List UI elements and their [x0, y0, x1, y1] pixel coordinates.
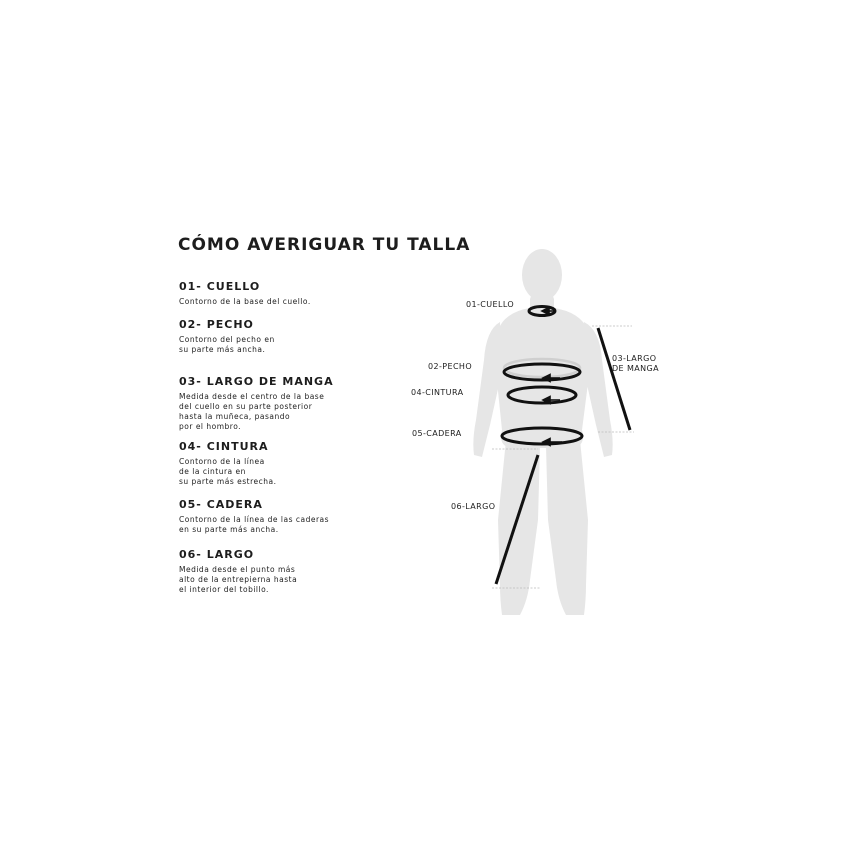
measure-description: Medida desde el centro de la base del cuello en su parte posterior hasta la muñeca, pasando por el hombro. [179, 392, 325, 431]
label-cadera: 05-CADERA [412, 429, 462, 438]
label-largo-manga-2: DE MANGA [612, 364, 659, 373]
measure-heading: 03- LARGO DE MANGA [179, 375, 334, 388]
label-cintura: 04-CINTURA [411, 388, 464, 397]
measure-description: Contorno de la línea de la cintura en su parte más estrecha. [179, 457, 277, 486]
page-title: CÓMO AVERIGUAR TU TALLA [178, 235, 471, 255]
measure-heading: 05- CADERA [179, 498, 263, 511]
label-pecho: 02-PECHO [428, 362, 473, 371]
measure-description: Contorno del pecho en su parte más ancha. [179, 335, 275, 354]
measure-heading: 06- LARGO [179, 548, 255, 561]
measure-description: Contorno de la base del cuello. [179, 297, 311, 306]
measure-heading: 02- PECHO [179, 318, 254, 331]
measure-description: Medida desde el punto más alto de la entrepierna hasta el interior del tobillo. [179, 565, 298, 594]
label-largo-manga-1: 03-LARGO [612, 354, 657, 363]
measure-heading: 04- CINTURA [179, 440, 269, 453]
measure-description: Contorno de la línea de las caderas en su parte más ancha. [179, 515, 330, 534]
label-largo: 06-LARGO [451, 502, 496, 511]
measure-heading: 01- CUELLO [179, 280, 261, 293]
label-cuello: 01-CUELLO [466, 300, 515, 309]
